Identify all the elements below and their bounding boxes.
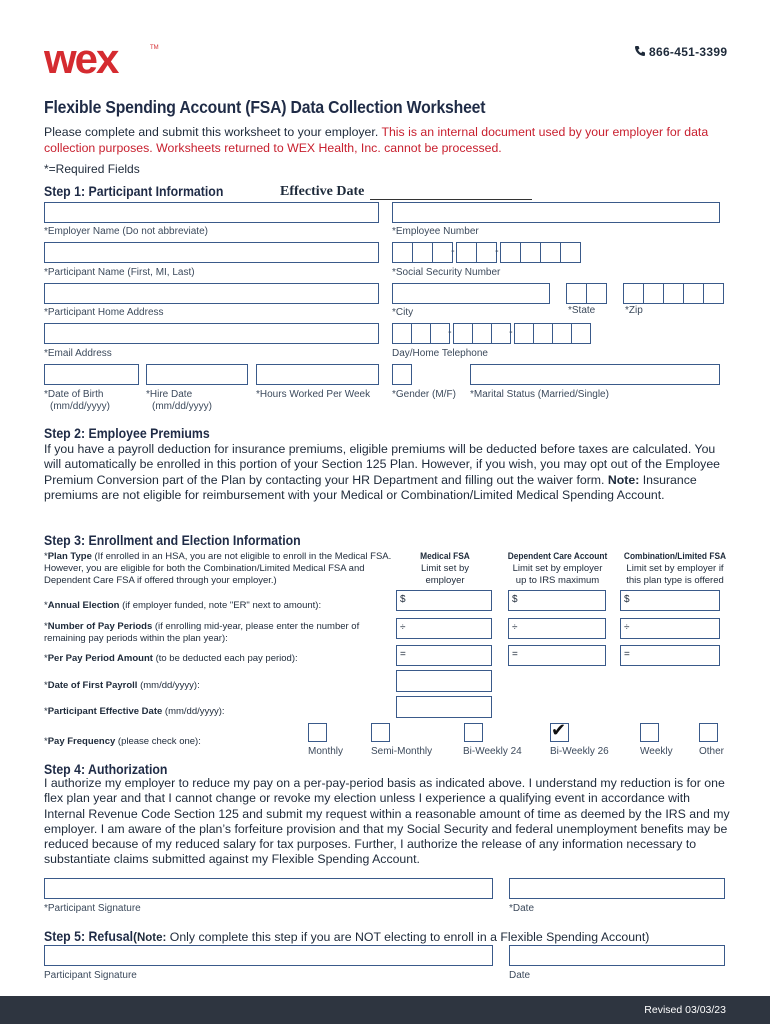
amount-symbol: $ bbox=[624, 594, 630, 605]
frequency-checkbox-weekly[interactable] bbox=[640, 723, 659, 742]
step2-text: If you have a payroll deduction for insurance premiums, eligible premiums will be deducted before taxes are calculated. You will automatically be enrolled in this portion of your Section 125 Plan. However, if you wish, you may opt out of the Employee Premium Conversion part of the Plan by contacting your HR Department and filling out the waiver form. Note: Insurance premiums are not eligible for reimbursement with your Medical or Combination/Limited Medical Spending Account. bbox=[44, 442, 721, 502]
zip-label: *Zip bbox=[625, 305, 643, 316]
ssn-digit-cell[interactable] bbox=[520, 242, 541, 263]
ssn-label: *Social Security Number bbox=[392, 267, 501, 278]
plan-type-label: *Plan Type (If enrolled in an HSA, you are not eligible to enroll in the Medical FSA. However, you are eligible for both the Combination/Limited Medical FSA and Dependent Care FSA if offered through your employer.) bbox=[44, 551, 392, 586]
frequency-label: Semi-Monthly bbox=[371, 746, 433, 757]
first-payroll-input[interactable] bbox=[396, 670, 492, 692]
logo-text: wex bbox=[44, 40, 118, 80]
first-payroll-label: *Date of First Payroll (mm/dd/yyyy): bbox=[44, 680, 200, 691]
annual-election-label: *Annual Election (if employer funded, note "ER" next to amount): bbox=[44, 600, 322, 611]
phone-digit-cell[interactable] bbox=[552, 323, 572, 344]
phone-digit-cell[interactable] bbox=[571, 323, 591, 344]
col-dependent-care: Dependent Care Account Limit set by employer up to IRS maximum bbox=[507, 551, 608, 586]
phone-digit-cell[interactable] bbox=[453, 323, 473, 344]
footer-bar bbox=[0, 996, 770, 1024]
zip-digit-cell[interactable] bbox=[683, 283, 704, 304]
frequency-label: Bi-Weekly 24 bbox=[463, 746, 522, 757]
participant-name-label: *Participant Name (First, MI, Last) bbox=[44, 267, 195, 278]
hire-date-input[interactable] bbox=[146, 364, 248, 385]
hours-input[interactable] bbox=[256, 364, 379, 385]
gender-input[interactable] bbox=[392, 364, 412, 385]
amount-symbol: ÷ bbox=[512, 622, 518, 633]
zip-digit-cell[interactable] bbox=[623, 283, 644, 304]
amount-symbol: ÷ bbox=[400, 622, 406, 633]
phone-text: 866-451-3399 bbox=[649, 45, 728, 59]
effective-date-line[interactable] bbox=[370, 199, 532, 200]
effective-date-label: Effective Date bbox=[280, 184, 365, 199]
state-letter-cell[interactable] bbox=[586, 283, 607, 304]
phone-digit-cell[interactable] bbox=[411, 323, 431, 344]
phone-digit-cell[interactable] bbox=[430, 323, 450, 344]
participant-signature-label: *Participant Signature bbox=[44, 903, 141, 914]
participant-effective-date-input[interactable] bbox=[396, 696, 492, 718]
marital-status-label: *Marital Status (Married/Single) bbox=[470, 389, 609, 400]
pay-periods-input[interactable] bbox=[620, 618, 720, 639]
state-letter-cell[interactable] bbox=[566, 283, 587, 304]
pay-periods-input[interactable] bbox=[396, 618, 492, 639]
phone-number[interactable] bbox=[634, 45, 727, 59]
annual-election-input[interactable] bbox=[620, 590, 720, 611]
ssn-digit-cell[interactable] bbox=[432, 242, 453, 263]
frequency-label: Bi-Weekly 26 bbox=[550, 746, 609, 757]
step1-heading: Step 1: Participant Information bbox=[44, 183, 224, 199]
city-label: *City bbox=[392, 307, 414, 318]
email-input[interactable] bbox=[44, 323, 379, 344]
amount-symbol: ÷ bbox=[624, 622, 630, 633]
participant-signature-input[interactable] bbox=[44, 878, 493, 899]
required-note: *=Required Fields bbox=[44, 162, 140, 176]
city-input[interactable] bbox=[392, 283, 550, 304]
refusal-signature-label: Participant Signature bbox=[44, 970, 137, 981]
phone-digit-cell[interactable] bbox=[533, 323, 553, 344]
frequency-label: Monthly bbox=[308, 746, 344, 757]
hours-label: *Hours Worked Per Week bbox=[256, 389, 371, 400]
frequency-checkbox-bi-weekly-26[interactable] bbox=[550, 720, 569, 742]
telephone-label: Day/Home Telephone bbox=[392, 348, 488, 359]
frequency-checkbox-bi-weekly-24[interactable] bbox=[464, 723, 483, 742]
email-label: *Email Address bbox=[44, 348, 112, 359]
refusal-signature-input[interactable] bbox=[44, 945, 493, 966]
zip-digit-cell[interactable] bbox=[703, 283, 724, 304]
svg-text:TM: TM bbox=[150, 45, 159, 51]
refusal-date-label: Date bbox=[509, 970, 531, 981]
employee-number-input[interactable] bbox=[392, 202, 720, 223]
dash-separator: - bbox=[448, 326, 452, 338]
step2-heading: Step 2: Employee Premiums bbox=[44, 425, 210, 441]
gender-label: *Gender (M/F) bbox=[392, 389, 456, 400]
dash-separator: - bbox=[495, 245, 499, 257]
ssn-digit-cell[interactable] bbox=[540, 242, 561, 263]
phone-digit-cell[interactable] bbox=[491, 323, 511, 344]
step5-heading: Step 5: Refusal bbox=[44, 928, 134, 944]
phone-icon bbox=[634, 45, 646, 57]
pay-periods-label: *Number of Pay Periods (if enrolling mid-year, please enter the number of remaining pay periods within the plan year): bbox=[44, 621, 360, 644]
per-period-label: *Per Pay Period Amount (to be deducted each pay period): bbox=[44, 653, 298, 664]
col-combination-fsa: Combination/Limited FSA Limit set by employer if this plan type is offered bbox=[623, 551, 727, 586]
frequency-checkbox-semi-monthly[interactable] bbox=[371, 723, 390, 742]
step3-heading: Step 3: Enrollment and Election Information bbox=[44, 532, 301, 548]
per-period-amount-input[interactable] bbox=[620, 645, 720, 666]
amount-symbol: $ bbox=[400, 594, 406, 605]
employer-name-label: *Employer Name (Do not abbreviate) bbox=[44, 226, 208, 237]
pay-frequency-label: *Pay Frequency (please check one): bbox=[44, 736, 201, 747]
ssn-digit-cell[interactable] bbox=[500, 242, 521, 263]
step4-heading: Step 4: Authorization bbox=[44, 761, 168, 777]
home-address-label: *Participant Home Address bbox=[44, 307, 164, 318]
intro-text: Please complete and submit this worksheet to your employer. This is an internal document used by your employer for data collection purposes. Worksheets returned to WEX Health, Inc. cannot be processed. bbox=[44, 125, 709, 155]
date-label: *Date bbox=[509, 903, 535, 914]
revised-date: Revised 03/03/23 bbox=[644, 1004, 726, 1016]
ssn-digit-cell[interactable] bbox=[476, 242, 497, 263]
frequency-checkbox-monthly[interactable] bbox=[308, 723, 327, 742]
date-input[interactable] bbox=[509, 878, 725, 899]
home-address-input[interactable] bbox=[44, 283, 379, 304]
frequency-checkbox-other[interactable] bbox=[699, 723, 718, 742]
frequency-label: Other bbox=[699, 746, 725, 757]
amount-symbol: $ bbox=[512, 594, 518, 605]
effective-date-row-label: *Participant Effective Date (mm/dd/yyyy): bbox=[44, 706, 225, 717]
ssn-digit-cell[interactable] bbox=[412, 242, 433, 263]
state-label: *State bbox=[568, 305, 596, 316]
marital-status-input[interactable] bbox=[470, 364, 720, 385]
dash-separator: - bbox=[509, 326, 513, 338]
zip-digit-cell[interactable] bbox=[663, 283, 684, 304]
page-title: Flexible Spending Account (FSA) Data Collection Worksheet bbox=[44, 97, 486, 117]
per-period-amount-input[interactable] bbox=[508, 645, 606, 666]
employee-number-label: *Employee Number bbox=[392, 226, 479, 237]
amount-symbol: = bbox=[400, 649, 406, 660]
dash-separator: - bbox=[451, 245, 455, 257]
ssn-digit-cell[interactable] bbox=[456, 242, 477, 263]
step5-heading-row: Step 5: Refusal(Note: Only complete this step if you are NOT electing to enroll in a Flexible Spending Account) bbox=[44, 928, 650, 944]
frequency-label: Weekly bbox=[640, 746, 673, 757]
dob-input[interactable] bbox=[44, 364, 139, 385]
annual-election-input[interactable] bbox=[396, 590, 492, 611]
participant-name-input[interactable] bbox=[44, 242, 379, 263]
wex-logo bbox=[44, 40, 164, 80]
pay-periods-input[interactable] bbox=[508, 618, 606, 639]
checkmark-icon: ✔ bbox=[551, 720, 567, 740]
zip-digit-cell[interactable] bbox=[643, 283, 664, 304]
dob-label: *Date of Birth (mm/dd/yyyy) bbox=[44, 389, 110, 412]
hire-date-label: *Hire Date (mm/dd/yyyy) bbox=[146, 389, 212, 412]
phone-digit-cell[interactable] bbox=[392, 323, 412, 344]
phone-digit-cell[interactable] bbox=[472, 323, 492, 344]
annual-election-input[interactable] bbox=[508, 590, 606, 611]
per-period-amount-input[interactable] bbox=[396, 645, 492, 666]
amount-symbol: = bbox=[512, 649, 518, 660]
authorization-text: I authorize my employer to reduce my pay on a per-pay-period basis as indicated above. I understand my reduction is for one flex plan year and that I cannot change or revoke my election unless I experience a qualifying event in accordance with Internal Revenue Code Section 125 and submit my request within a reasonable amount of time as deemed by the IRS and my employer. I am aware of the plan’s forfeiture provision and that my Social Security and federal unemployment benefits may be reduced because of my reduced salary for tax purposes. Further, I authorize the release of any information necessary to substantiate claims submitted against my Flexible Spending Account. bbox=[44, 776, 730, 867]
ssn-digit-cell[interactable] bbox=[392, 242, 413, 263]
employer-name-input[interactable] bbox=[44, 202, 379, 223]
col-medical-fsa: Medical FSA Limit set by employer bbox=[420, 551, 470, 586]
refusal-date-input[interactable] bbox=[509, 945, 725, 966]
ssn-digit-cell[interactable] bbox=[560, 242, 581, 263]
phone-digit-cell[interactable] bbox=[514, 323, 534, 344]
amount-symbol: = bbox=[624, 649, 630, 660]
